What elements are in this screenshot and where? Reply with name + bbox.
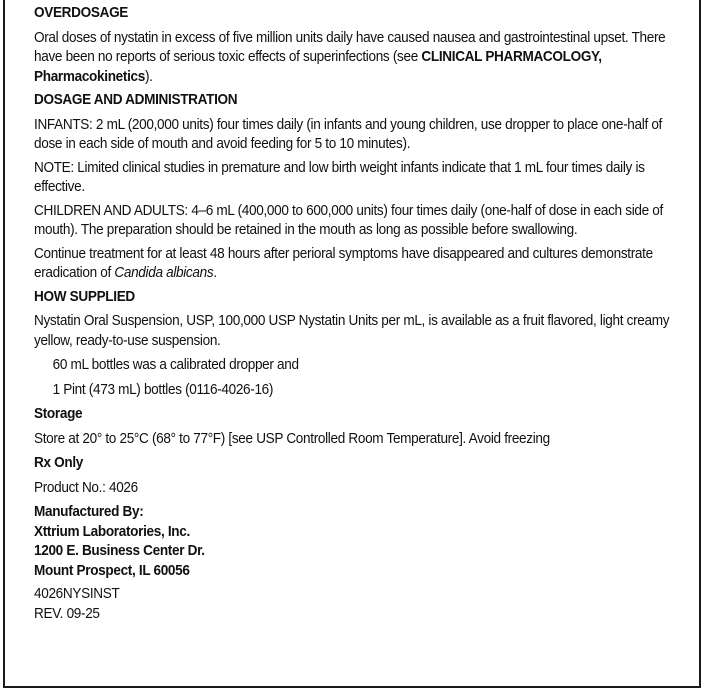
continue-paragraph: Continue treatment for at least 48 hours after perioral symptoms have disappeared and cultures demonstrate eradication of Candida albicans. [34,245,653,281]
product-number: Product No.: 4026 [34,479,138,496]
overdosage-heading: OVERDOSAGE [34,5,129,21]
storage-paragraph: Store at 20° to 25°C (68° to 77°F) [see USP Controlled Room Temperature]. Avoid freezing [34,430,550,447]
note-paragraph: NOTE: Limited clinical studies in premature and low birth weight infants indicate that 1 mL four times daily is effective. [34,159,645,195]
supplied-paragraph: Nystatin Oral Suspension, USP, 100,000 USP Nystatin Units per mL, is available as a fruit flavored, light creamy yellow, ready-to-use suspension. [34,313,670,349]
supplied-item-pint: 1 Pint (473 mL) bottles (0116-4026-16) [52,381,274,398]
manufacturer-city: Mount Prospect, IL 60056 [34,562,190,579]
children-paragraph: CHILDREN AND ADULTS: 4–6 mL (400,000 to 600,000 units) four times daily (one-half of dose in each side of mouth). The preparation should be retained in the mouth as long as possible before swallowing. [34,202,663,238]
dosage-heading: DOSAGE AND ADMINISTRATION [34,92,238,108]
manufacturer-name: Xttrium Laboratories, Inc. [34,523,190,540]
organism-name: Candida albicans [114,265,214,281]
infants-paragraph: INFANTS: 2 mL (200,000 units) four times daily (in infants and young children, use dropper to place one-half of dose in each side of mouth and avoid feeding for 5 to 10 minutes). [34,116,663,152]
revision-date: REV. 09-25 [34,605,100,622]
supplied-heading: HOW SUPPLIED [34,288,135,305]
manufacturer-heading: Manufactured By: [34,504,144,520]
rx-only-heading: Rx Only [34,455,84,471]
supplied-item-60ml: 60 mL bottles was a calibrated dropper and [52,357,299,373]
storage-heading: Storage [34,406,83,422]
pharmacology-reference: CLINICAL PHARMACOLOGY, Pharmacokinetics [34,49,602,85]
overdosage-paragraph: Oral doses of nystatin in excess of five million units daily have caused nausea and gastrointestinal upset. There have been no reports of serious toxic effects of superinfections (see CLINICAL PHARMACOLOGY, Pharmacokinetics). [34,29,666,85]
document-body [34,4,685,624]
manufacturer-street: 1200 E. Business Center Dr. [34,543,205,559]
document-code: 4026NYSINST [34,586,120,602]
